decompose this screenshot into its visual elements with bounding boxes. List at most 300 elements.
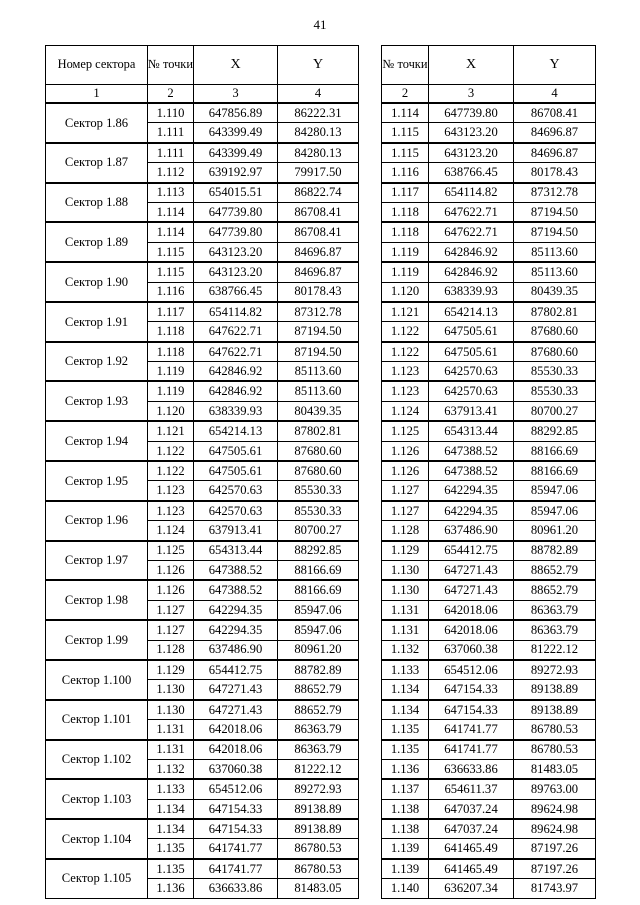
y-coordinate: 81483.05: [278, 879, 359, 898]
y-coordinate: 88292.85: [278, 541, 359, 561]
sector-name: Сектор 1.87: [46, 143, 148, 183]
point-number: 1.114: [148, 222, 194, 242]
table-row: [382, 501, 596, 521]
point-number: 1.134: [148, 799, 194, 819]
x-coordinate: 638339.93: [194, 401, 278, 421]
x-coordinate: 647622.71: [194, 322, 278, 342]
x-coordinate: 641741.77: [194, 859, 278, 879]
point-number: 1.137: [382, 779, 429, 799]
point-number: 1.136: [148, 879, 194, 898]
y-coordinate: 84696.87: [514, 143, 596, 163]
y-coordinate: 85530.33: [514, 362, 596, 382]
point-number: 1.119: [382, 242, 429, 262]
x-coordinate: 647622.71: [429, 202, 514, 222]
x-coordinate: 647388.52: [429, 441, 514, 461]
table-row: [382, 660, 596, 680]
point-number: 1.128: [148, 640, 194, 660]
header-point: № точки: [148, 46, 194, 85]
y-coordinate: 86363.79: [278, 740, 359, 760]
point-number: 1.131: [148, 720, 194, 740]
x-coordinate: 647037.24: [429, 799, 514, 819]
table-row: [382, 362, 596, 382]
table-row: [46, 262, 359, 282]
table-row: [382, 580, 596, 600]
y-coordinate: 86363.79: [514, 600, 596, 620]
sector-name: Сектор 1.104: [46, 819, 148, 859]
x-coordinate: 637913.41: [194, 521, 278, 541]
header-row: [382, 46, 596, 85]
table-row: [382, 222, 596, 242]
point-number: 1.134: [148, 819, 194, 839]
header-point: № точки: [382, 46, 429, 85]
y-coordinate: 85113.60: [514, 242, 596, 262]
x-coordinate: 654114.82: [194, 302, 278, 322]
x-coordinate: 654611.37: [429, 779, 514, 799]
y-coordinate: 85947.06: [278, 620, 359, 640]
y-coordinate: 85530.33: [278, 481, 359, 501]
y-coordinate: 79917.50: [278, 163, 359, 183]
point-number: 1.129: [382, 541, 429, 561]
y-coordinate: 86708.41: [278, 222, 359, 242]
point-number: 1.115: [148, 242, 194, 262]
y-coordinate: 87802.81: [514, 302, 596, 322]
y-coordinate: 86780.53: [278, 859, 359, 879]
y-coordinate: 84280.13: [278, 143, 359, 163]
x-coordinate: 642846.92: [194, 362, 278, 382]
point-number: 1.121: [148, 421, 194, 441]
y-coordinate: 81743.97: [514, 879, 596, 898]
x-coordinate: 647505.61: [429, 322, 514, 342]
table-row: [46, 779, 359, 799]
table-row: [382, 779, 596, 799]
point-number: 1.135: [148, 859, 194, 879]
point-number: 1.134: [382, 700, 429, 720]
point-number: 1.115: [382, 143, 429, 163]
table-row: [382, 481, 596, 501]
table-row: [382, 183, 596, 203]
x-coordinate: 647271.43: [194, 700, 278, 720]
y-coordinate: 89272.93: [278, 779, 359, 799]
y-coordinate: 87680.60: [278, 461, 359, 481]
table-row: [46, 342, 359, 362]
y-coordinate: 80178.43: [514, 163, 596, 183]
y-coordinate: 87802.81: [278, 421, 359, 441]
table-row: [382, 521, 596, 541]
x-coordinate: 643123.20: [429, 143, 514, 163]
table-row: [382, 143, 596, 163]
x-coordinate: 647739.80: [194, 222, 278, 242]
x-coordinate: 643399.49: [194, 143, 278, 163]
point-number: 1.122: [382, 342, 429, 362]
point-number: 1.122: [148, 461, 194, 481]
table-row: [46, 660, 359, 680]
x-coordinate: 643123.20: [194, 242, 278, 262]
x-coordinate: 637486.90: [194, 640, 278, 660]
point-number: 1.131: [382, 620, 429, 640]
x-coordinate: 647622.71: [429, 222, 514, 242]
table-row: [382, 302, 596, 322]
left-coordinates-table: [45, 45, 359, 899]
header-row: [46, 46, 359, 85]
point-number: 1.119: [148, 381, 194, 401]
header-y: Y: [278, 46, 359, 85]
table-row: [382, 700, 596, 720]
point-number: 1.139: [382, 839, 429, 859]
y-coordinate: 89272.93: [514, 660, 596, 680]
x-coordinate: 647505.61: [194, 461, 278, 481]
point-number: 1.132: [382, 640, 429, 660]
table-row: [46, 859, 359, 879]
x-coordinate: 642018.06: [194, 740, 278, 760]
y-coordinate: 85113.60: [278, 362, 359, 382]
y-coordinate: 88166.69: [278, 580, 359, 600]
x-coordinate: 643123.20: [194, 262, 278, 282]
x-coordinate: 654214.13: [429, 302, 514, 322]
column-number: 1: [46, 85, 148, 104]
y-coordinate: 88782.89: [514, 541, 596, 561]
sector-name: Сектор 1.91: [46, 302, 148, 342]
y-coordinate: 84696.87: [278, 262, 359, 282]
y-coordinate: 85947.06: [514, 481, 596, 501]
x-coordinate: 636633.86: [194, 879, 278, 898]
table-row: [382, 799, 596, 819]
y-coordinate: 85947.06: [278, 600, 359, 620]
y-coordinate: 87197.26: [514, 859, 596, 879]
x-coordinate: 643123.20: [429, 123, 514, 143]
y-coordinate: 89763.00: [514, 779, 596, 799]
point-number: 1.126: [382, 461, 429, 481]
x-coordinate: 642018.06: [429, 600, 514, 620]
x-coordinate: 654412.75: [194, 660, 278, 680]
point-number: 1.118: [382, 222, 429, 242]
page-number: 41: [313, 17, 327, 32]
sector-name: Сектор 1.86: [46, 103, 148, 143]
x-coordinate: 637060.38: [194, 759, 278, 779]
point-number: 1.133: [382, 660, 429, 680]
x-coordinate: 647037.24: [429, 819, 514, 839]
y-coordinate: 86780.53: [514, 720, 596, 740]
x-coordinate: 642570.63: [429, 381, 514, 401]
table-row: [382, 640, 596, 660]
point-number: 1.115: [382, 123, 429, 143]
point-number: 1.127: [382, 501, 429, 521]
x-coordinate: 654015.51: [194, 183, 278, 203]
table-row: [382, 202, 596, 222]
table-row: [382, 342, 596, 362]
y-coordinate: 85530.33: [278, 501, 359, 521]
y-coordinate: 88166.69: [514, 461, 596, 481]
table-row: [382, 720, 596, 740]
point-number: 1.134: [382, 680, 429, 700]
y-coordinate: 88782.89: [278, 660, 359, 680]
x-coordinate: 638766.45: [194, 282, 278, 302]
point-number: 1.130: [148, 700, 194, 720]
sector-name: Сектор 1.89: [46, 222, 148, 262]
y-coordinate: 84696.87: [514, 123, 596, 143]
y-coordinate: 89138.89: [514, 680, 596, 700]
y-coordinate: 88166.69: [514, 441, 596, 461]
x-coordinate: 647154.33: [429, 700, 514, 720]
table-row: [382, 680, 596, 700]
point-number: 1.116: [382, 163, 429, 183]
table-row: [382, 262, 596, 282]
x-coordinate: 647388.52: [429, 461, 514, 481]
y-coordinate: 81483.05: [514, 759, 596, 779]
sector-name: Сектор 1.103: [46, 779, 148, 819]
point-number: 1.123: [148, 501, 194, 521]
point-number: 1.124: [148, 521, 194, 541]
point-number: 1.115: [148, 262, 194, 282]
point-number: 1.129: [148, 660, 194, 680]
y-coordinate: 88652.79: [278, 680, 359, 700]
x-coordinate: 647856.89: [194, 103, 278, 123]
column-number-row: [382, 85, 596, 104]
point-number: 1.122: [148, 441, 194, 461]
table-row: [46, 620, 359, 640]
y-coordinate: 89624.98: [514, 799, 596, 819]
column-number: 3: [429, 85, 514, 104]
point-number: 1.112: [148, 163, 194, 183]
point-number: 1.111: [148, 143, 194, 163]
point-number: 1.117: [382, 183, 429, 203]
point-number: 1.126: [148, 560, 194, 580]
y-coordinate: 87194.50: [514, 222, 596, 242]
table-row: [382, 322, 596, 342]
table-row: [382, 123, 596, 143]
y-coordinate: 89138.89: [514, 700, 596, 720]
x-coordinate: 637060.38: [429, 640, 514, 660]
point-number: 1.131: [382, 600, 429, 620]
point-number: 1.114: [382, 103, 429, 123]
sector-name: Сектор 1.88: [46, 183, 148, 223]
table-row: [46, 143, 359, 163]
table-row: [382, 421, 596, 441]
table-row: [46, 580, 359, 600]
table-row: [46, 541, 359, 561]
point-number: 1.124: [382, 401, 429, 421]
y-coordinate: 87312.78: [278, 302, 359, 322]
x-coordinate: 647739.80: [429, 103, 514, 123]
column-number: 2: [382, 85, 429, 104]
y-coordinate: 86222.31: [278, 103, 359, 123]
x-coordinate: 654512.06: [429, 660, 514, 680]
x-coordinate: 647388.52: [194, 560, 278, 580]
y-coordinate: 88166.69: [278, 560, 359, 580]
point-number: 1.125: [148, 541, 194, 561]
table-row: [46, 183, 359, 203]
point-number: 1.118: [148, 342, 194, 362]
column-number: 2: [148, 85, 194, 104]
point-number: 1.122: [382, 322, 429, 342]
point-number: 1.110: [148, 103, 194, 123]
x-coordinate: 637486.90: [429, 521, 514, 541]
y-coordinate: 88652.79: [514, 560, 596, 580]
y-coordinate: 87197.26: [514, 839, 596, 859]
point-number: 1.128: [382, 521, 429, 541]
point-number: 1.131: [148, 740, 194, 760]
y-coordinate: 85530.33: [514, 381, 596, 401]
y-coordinate: 86780.53: [514, 740, 596, 760]
table-row: [382, 819, 596, 839]
point-number: 1.139: [382, 859, 429, 879]
point-number: 1.133: [148, 779, 194, 799]
sector-name: Сектор 1.96: [46, 501, 148, 541]
table-row: [382, 103, 596, 123]
point-number: 1.113: [148, 183, 194, 203]
y-coordinate: 86780.53: [278, 839, 359, 859]
point-number: 1.135: [148, 839, 194, 859]
column-number: 4: [278, 85, 359, 104]
point-number: 1.127: [382, 481, 429, 501]
point-number: 1.135: [382, 720, 429, 740]
sector-name: Сектор 1.105: [46, 859, 148, 898]
right-coordinates-table: [381, 45, 596, 899]
table-row: [382, 541, 596, 561]
x-coordinate: 643399.49: [194, 123, 278, 143]
y-coordinate: 80439.35: [514, 282, 596, 302]
y-coordinate: 80439.35: [278, 401, 359, 421]
y-coordinate: 85947.06: [514, 501, 596, 521]
x-coordinate: 654114.82: [429, 183, 514, 203]
y-coordinate: 84696.87: [278, 242, 359, 262]
y-coordinate: 87680.60: [514, 342, 596, 362]
x-coordinate: 647154.33: [194, 819, 278, 839]
point-number: 1.138: [382, 799, 429, 819]
point-number: 1.130: [148, 680, 194, 700]
point-number: 1.123: [382, 381, 429, 401]
x-coordinate: 647622.71: [194, 342, 278, 362]
header-x: X: [194, 46, 278, 85]
table-row: [46, 740, 359, 760]
y-coordinate: 86708.41: [514, 103, 596, 123]
sector-name: Сектор 1.100: [46, 660, 148, 700]
x-coordinate: 647154.33: [429, 680, 514, 700]
sector-name: Сектор 1.92: [46, 342, 148, 382]
table-row: [382, 759, 596, 779]
point-number: 1.116: [148, 282, 194, 302]
x-coordinate: 636207.34: [429, 879, 514, 898]
x-coordinate: 639192.97: [194, 163, 278, 183]
point-number: 1.119: [148, 362, 194, 382]
sector-name: Сектор 1.90: [46, 262, 148, 302]
point-number: 1.118: [148, 322, 194, 342]
y-coordinate: 86363.79: [278, 720, 359, 740]
point-number: 1.121: [382, 302, 429, 322]
x-coordinate: 642294.35: [429, 501, 514, 521]
point-number: 1.125: [382, 421, 429, 441]
point-number: 1.111: [148, 123, 194, 143]
table-row: [382, 620, 596, 640]
y-coordinate: 81222.12: [278, 759, 359, 779]
sector-name: Сектор 1.97: [46, 541, 148, 581]
sector-name: Сектор 1.101: [46, 700, 148, 740]
sector-name: Сектор 1.99: [46, 620, 148, 660]
x-coordinate: 642294.35: [194, 620, 278, 640]
table-row: [382, 879, 596, 898]
x-coordinate: 647271.43: [194, 680, 278, 700]
x-coordinate: 654214.13: [194, 421, 278, 441]
sector-name: Сектор 1.98: [46, 580, 148, 620]
x-coordinate: 647505.61: [429, 342, 514, 362]
header-sector: Номер сектора: [46, 46, 148, 85]
y-coordinate: 89138.89: [278, 799, 359, 819]
table-row: [382, 740, 596, 760]
x-coordinate: 638339.93: [429, 282, 514, 302]
x-coordinate: 642570.63: [194, 501, 278, 521]
y-coordinate: 86822.74: [278, 183, 359, 203]
x-coordinate: 654412.75: [429, 541, 514, 561]
sector-name: Сектор 1.102: [46, 740, 148, 780]
x-coordinate: 641741.77: [194, 839, 278, 859]
x-coordinate: 642570.63: [194, 481, 278, 501]
y-coordinate: 84280.13: [278, 123, 359, 143]
table-row: [46, 421, 359, 441]
y-coordinate: 80961.20: [514, 521, 596, 541]
y-coordinate: 86708.41: [278, 202, 359, 222]
y-coordinate: 86363.79: [514, 620, 596, 640]
table-row: [46, 700, 359, 720]
x-coordinate: 654313.44: [194, 541, 278, 561]
point-number: 1.127: [148, 620, 194, 640]
header-x: X: [429, 46, 514, 85]
point-number: 1.126: [382, 441, 429, 461]
table-row: [46, 103, 359, 123]
y-coordinate: 88652.79: [278, 700, 359, 720]
table-row: [382, 560, 596, 580]
table-row: [382, 441, 596, 461]
y-coordinate: 88652.79: [514, 580, 596, 600]
x-coordinate: 641741.77: [429, 740, 514, 760]
point-number: 1.123: [148, 481, 194, 501]
column-number: 3: [194, 85, 278, 104]
y-coordinate: 87194.50: [278, 342, 359, 362]
x-coordinate: 642846.92: [429, 262, 514, 282]
x-coordinate: 641465.49: [429, 859, 514, 879]
x-coordinate: 654313.44: [429, 421, 514, 441]
table-row: [382, 381, 596, 401]
point-number: 1.136: [382, 759, 429, 779]
x-coordinate: 654512.06: [194, 779, 278, 799]
point-number: 1.132: [148, 759, 194, 779]
point-number: 1.135: [382, 740, 429, 760]
point-number: 1.140: [382, 879, 429, 898]
header-y: Y: [514, 46, 596, 85]
table-row: [46, 222, 359, 242]
x-coordinate: 641465.49: [429, 839, 514, 859]
y-coordinate: 80700.27: [514, 401, 596, 421]
point-number: 1.120: [382, 282, 429, 302]
column-number-row: [46, 85, 359, 104]
column-number: 4: [514, 85, 596, 104]
point-number: 1.127: [148, 600, 194, 620]
x-coordinate: 642570.63: [429, 362, 514, 382]
point-number: 1.119: [382, 262, 429, 282]
table-row: [46, 381, 359, 401]
x-coordinate: 642018.06: [429, 620, 514, 640]
y-coordinate: 80178.43: [278, 282, 359, 302]
y-coordinate: 88292.85: [514, 421, 596, 441]
sector-name: Сектор 1.95: [46, 461, 148, 501]
point-number: 1.126: [148, 580, 194, 600]
point-number: 1.114: [148, 202, 194, 222]
table-row: [382, 461, 596, 481]
y-coordinate: 85113.60: [278, 381, 359, 401]
table-row: [46, 302, 359, 322]
table-row: [382, 242, 596, 262]
y-coordinate: 87194.50: [514, 202, 596, 222]
x-coordinate: 647739.80: [194, 202, 278, 222]
table-row: [382, 282, 596, 302]
